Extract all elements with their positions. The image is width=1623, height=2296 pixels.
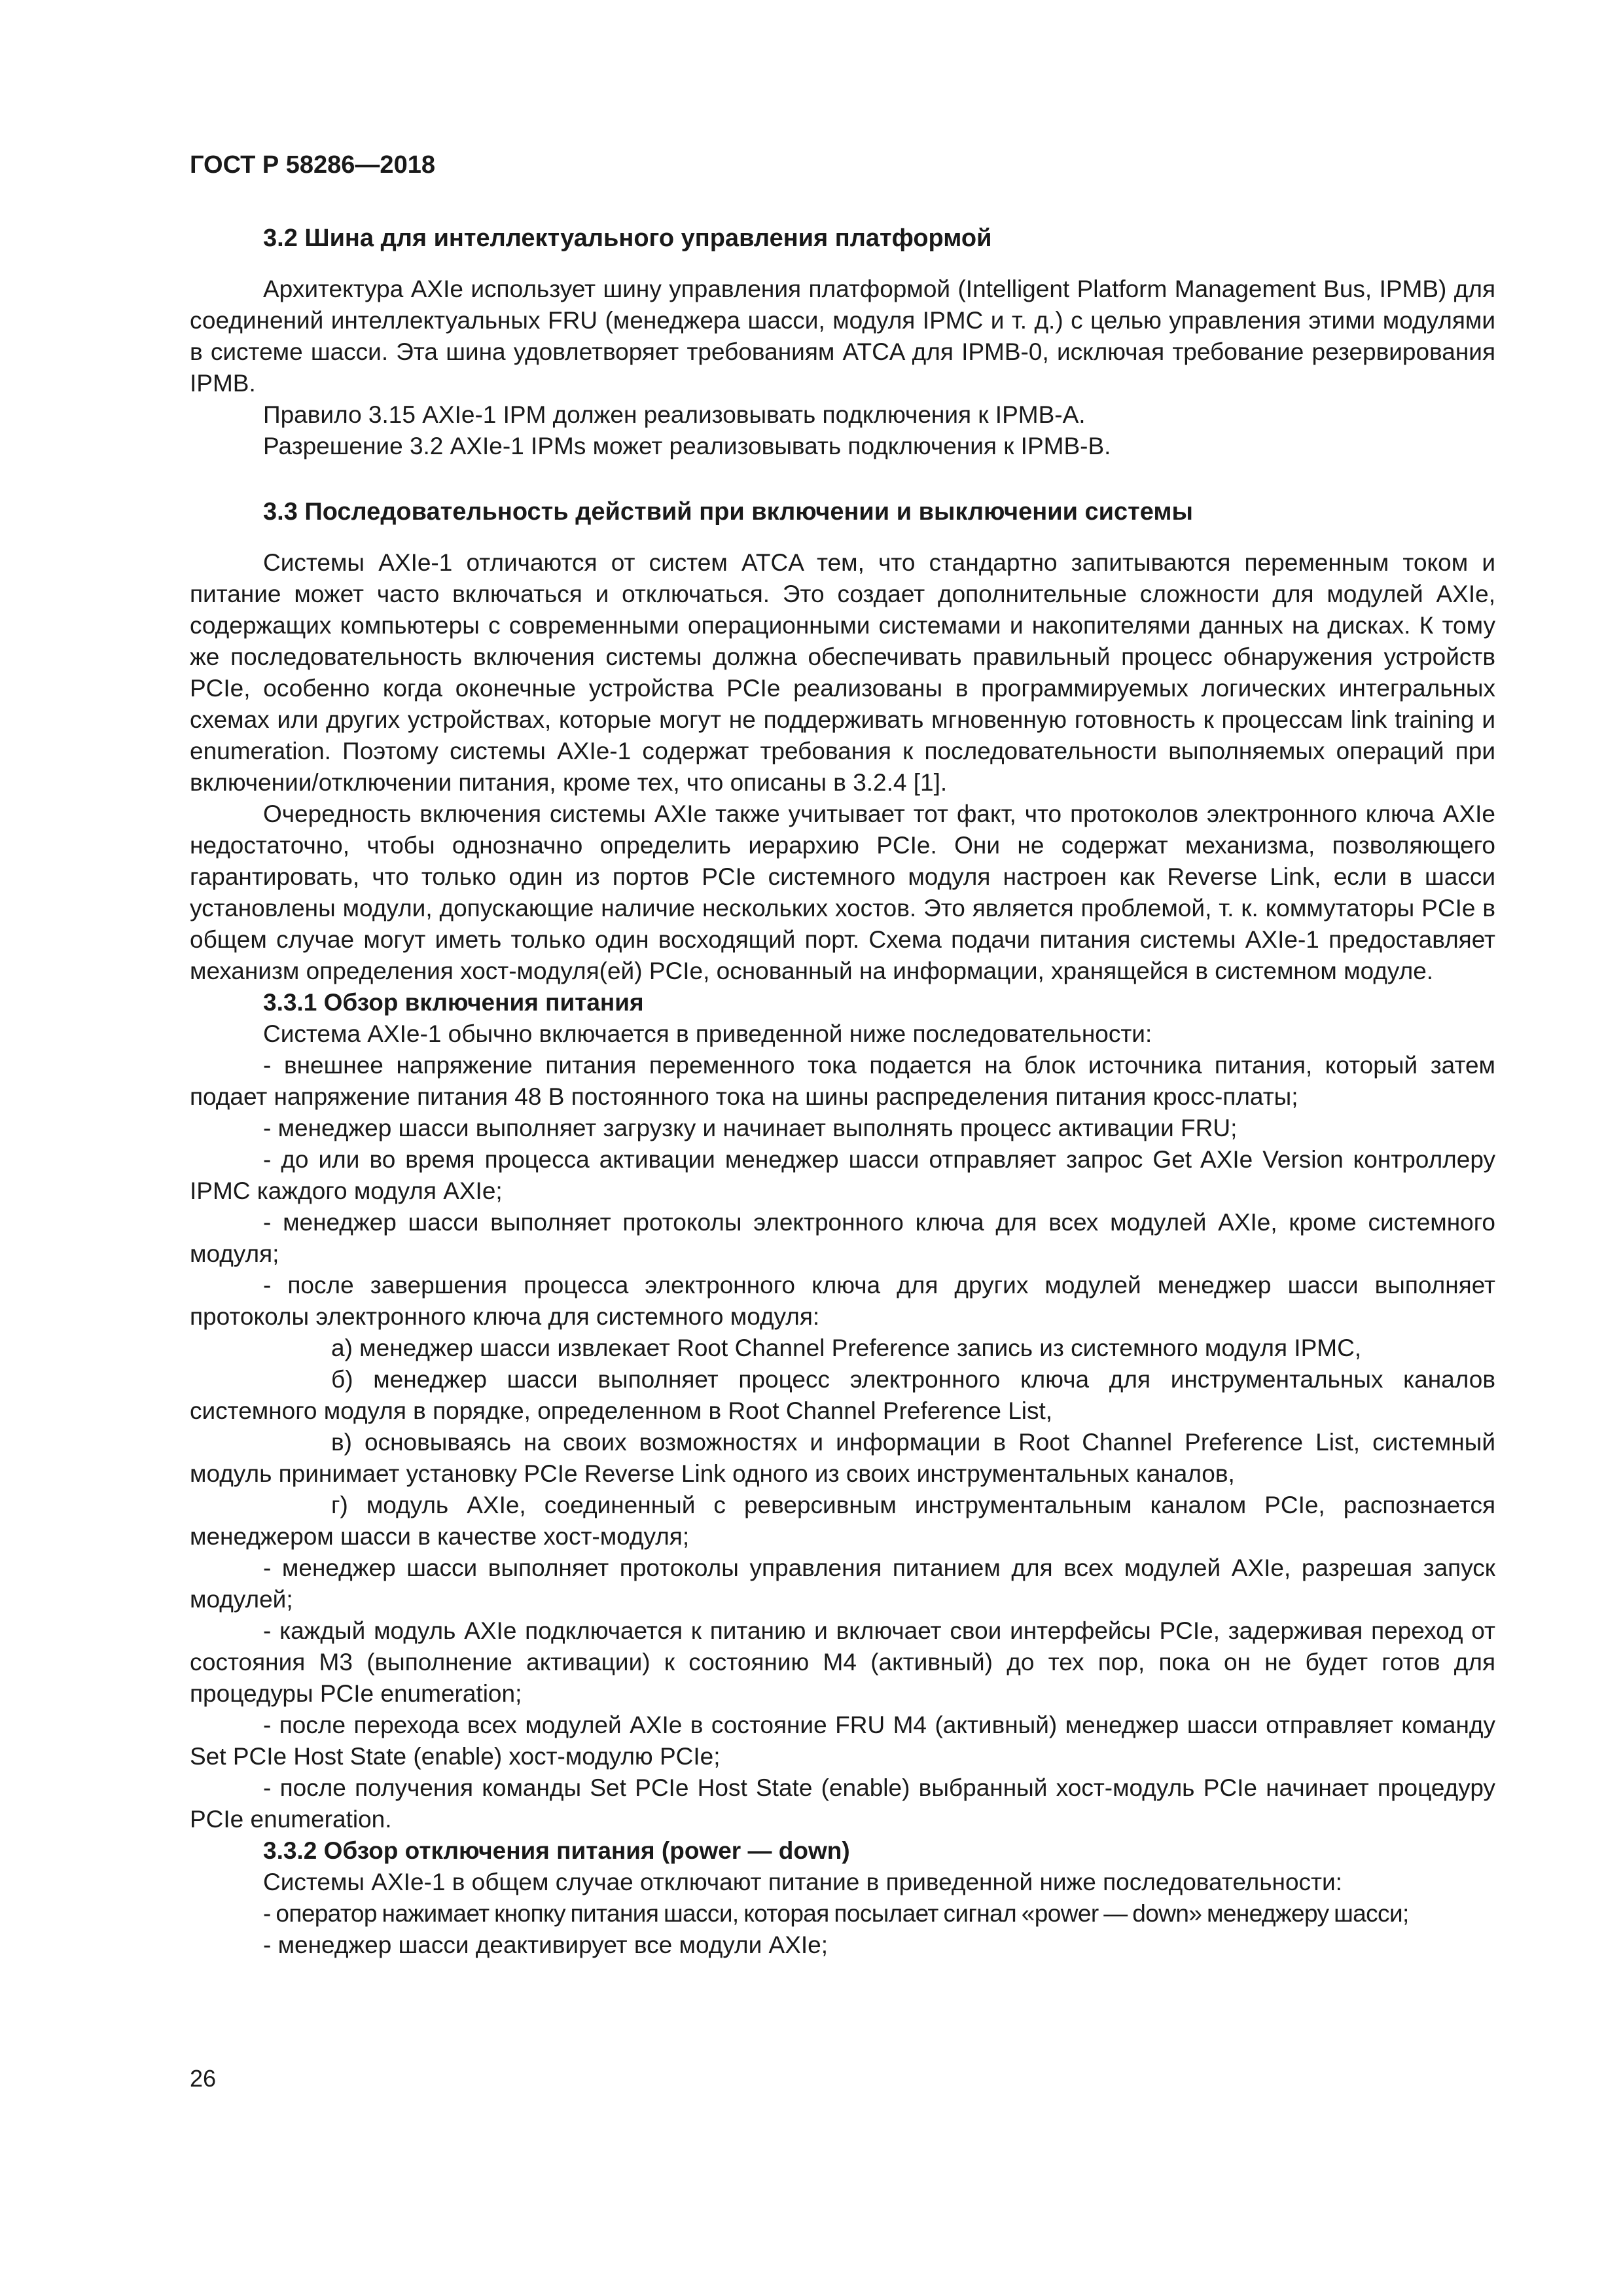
list-item: - каждый модуль AXIe подключается к питанию и включает свои интерфейсы PCIe, задерживая переход от состояния M3 (выполнение активации) к состоянию M4 (активный) до тех пор, пока он не будет готов для процедуры PCIe enumeration; (190, 1617, 1495, 1707)
list-item: - менеджер шасси деактивирует все модули AXIe; (263, 1931, 829, 1958)
section-3-3-body (190, 547, 1495, 1961)
sub-list-item: в) основываясь на своих возможностях и информации в Root Channel Preference List, системный модуль принимает установку PCIe Reverse Link одного из своих инструментальных каналов, (190, 1429, 1495, 1487)
section-3-2-body (190, 274, 1495, 462)
list-item: - оператор нажимает кнопку питания шасси, которая посылает сигнал «power — down» менеджеру шасси; (263, 1900, 1409, 1927)
list-item: - до или во время процесса активации менеджер шасси отправляет запрос Get AXIe Version контроллеру IPMC каждого модуля AXIe; (190, 1146, 1495, 1204)
list-item: - менеджер шасси выполняет протоколы управления питанием для всех модулей AXIe, разрешая запуск модулей; (190, 1554, 1495, 1613)
paragraph: Системы AXIe-1 отличаются от систем ATCA тем, что стандартно запитываются переменным током и питание может часто включаться и отключаться. Это создает дополнительные сложности для модулей AXIe, содержащих компьютеры с современными операционными системами и накопителями данных на дисках. К тому же последовательность включения системы должна обеспечивать правильный процесс обнаружения устройств PCIe, особенно когда оконечные устройства PCIe реализованы в программируемых логических интегральных схемах или других устройствах, которые могут не поддерживать мгновенную готовность к процессам link training и enumeration. Поэтому системы AXIe-1 содержат требования к последовательности выполняемых операций при включении/отключении питания, кроме тех, что описаны в 3.2.4 [1]. (190, 549, 1495, 796)
section-3-3-2-title: 3.3.2 Обзор отключения питания (power — down) (263, 1837, 850, 1864)
list-item: - после получения команды Set PCIe Host State (enable) выбранный хост-модуль PCIe начинает процедуру PCIe enumeration. (190, 1774, 1495, 1833)
section-3-2-title: 3.2 Шина для интеллектуального управления платформой (263, 224, 992, 252)
paragraph: Архитектура AXIe использует шину управления платформой (Intelligent Platform Management Bus, IPMB) для соединений интеллектуальных FRU (менеджера шасси, модуля IPMC и т. д.) с целью управления этими модулями в системе шасси. Эта шина удовлетворяет требованиям ATCA для IPMB-0, исключая требование резервирования IPMB. (190, 276, 1495, 397)
paragraph: Очередность включения системы AXIe также учитывает тот факт, что протоколов электронного ключа AXIe недостаточно, чтобы однозначно определить иерархию PCIe. Они не содержат механизма, позволяющего гарантировать, что только один из портов PCIe системного модуля настроен как Reverse Link, если в шасси установлены модули, допускающие наличие нескольких хостов. Это является проблемой, т. к. коммутаторы PCIe в общем случае могут иметь только один восходящий порт. Схема подачи питания системы AXIe-1 предоставляет механизм определения хост-модуля(ей) PCIe, основанный на информации, хранящейся в системном модуле. (190, 800, 1495, 984)
list-item: - после завершения процесса электронного ключа для других модулей менеджер шасси выполняет протоколы электронного ключа для системного модуля: (190, 1272, 1495, 1330)
list-item: - менеджер шасси выполняет протоколы электронного ключа для всех модулей AXIe, кроме системного модуля; (190, 1209, 1495, 1267)
section-3-3-title: 3.3 Последовательность действий при включении и выключении системы (263, 498, 1193, 526)
list-item: - внешнее напряжение питания переменного тока подается на блок источника питания, который затем подает напряжение питания 48 В постоянного тока на шины распределения питания кросс-платы; (190, 1052, 1495, 1110)
sub-list-item: а) менеджер шасси извлекает Root Channel Preference запись из системного модуля IPMC, (331, 1335, 1362, 1361)
list-item: - после перехода всех модулей AXIe в состояние FRU M4 (активный) менеджер шасси отправляет команду Set PCIe Host State (enable) хост-модулю PCIe; (190, 1712, 1495, 1770)
paragraph: Системы AXIe-1 в общем случае отключают питание в приведенной ниже последовательности: (263, 1869, 1342, 1895)
page-number: 26 (190, 2065, 217, 2092)
sub-list-item: б) менеджер шасси выполняет процесс электронного ключа для инструментальных каналов системного модуля в порядке, определенном в Root Channel Preference List, (190, 1366, 1495, 1424)
section-3-3-1-title: 3.3.1 Обзор включения питания (263, 989, 644, 1016)
sub-list-item: г) модуль AXIe, соединенный с реверсивным инструментальным каналом PCIe, распознается менеджером шасси в качестве хост-модуля; (190, 1492, 1495, 1550)
paragraph: Система AXIe-1 обычно включается в приведенной ниже последовательности: (263, 1020, 1152, 1047)
list-item: - менеджер шасси выполняет загрузку и начинает выполнять процесс активации FRU; (263, 1115, 1238, 1141)
paragraph: Правило 3.15 AXIe-1 IPM должен реализовывать подключения к IPMB-A. (263, 401, 1086, 428)
paragraph: Разрешение 3.2 AXIe-1 IPMs может реализовывать подключения к IPMB-B. (263, 433, 1111, 459)
document-header: ГОСТ Р 58286—2018 (190, 151, 435, 179)
